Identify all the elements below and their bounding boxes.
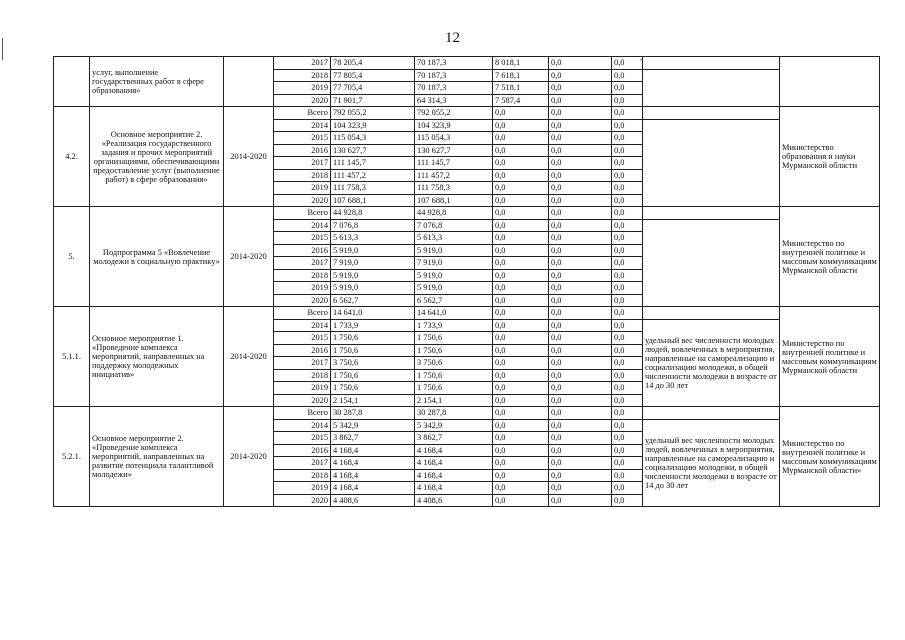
other-value: 0,0 xyxy=(612,419,643,432)
item-period xyxy=(224,57,274,107)
other-value: 0,0 xyxy=(612,169,643,182)
regional-value: 1 733,9 xyxy=(415,319,493,332)
local-value: 0,0 xyxy=(549,82,612,95)
year-cell: 2018 xyxy=(274,269,331,282)
item-number: 5.1.1. xyxy=(54,307,90,407)
executor-cell: Министерство образования и науки Мурманской области xyxy=(780,107,880,207)
federal-value: 0,0 xyxy=(493,457,549,470)
year-cell: 2017 xyxy=(274,57,331,70)
local-value: 0,0 xyxy=(549,119,612,132)
regional-value: 115 054,3 xyxy=(415,132,493,145)
total-value: 78 205,4 xyxy=(331,57,415,70)
federal-value: 0,0 xyxy=(493,194,549,207)
federal-value: 0,0 xyxy=(493,444,549,457)
year-cell: 2016 xyxy=(274,444,331,457)
regional-value: 111 457,2 xyxy=(415,169,493,182)
scan-margin-mark xyxy=(2,38,3,60)
federal-value: 0,0 xyxy=(493,182,549,195)
regional-value: 107 688,1 xyxy=(415,194,493,207)
year-cell: 2016 xyxy=(274,344,331,357)
other-value: 0,0 xyxy=(612,369,643,382)
regional-value: 130 627,7 xyxy=(415,144,493,157)
table-row xyxy=(54,57,880,70)
other-value: 0,0 xyxy=(612,457,643,470)
regional-value: 70 187,3 xyxy=(415,82,493,95)
other-value: 0,0 xyxy=(612,69,643,82)
indicator-cell: удельный вес численности молодых людей, вовлеченных в мероприятия, направленные на самореализацию и социализацию молодежи, в общей численности молодежи в возрасте от 14 до 30 лет xyxy=(643,319,780,407)
year-cell: 2018 xyxy=(274,369,331,382)
other-value: 0,0 xyxy=(612,182,643,195)
year-cell: 2018 xyxy=(274,169,331,182)
local-value: 0,0 xyxy=(549,444,612,457)
year-cell: Всего xyxy=(274,407,331,420)
local-value: 0,0 xyxy=(549,182,612,195)
year-cell: 2014 xyxy=(274,319,331,332)
local-value: 0,0 xyxy=(549,257,612,270)
federal-value: 0,0 xyxy=(493,169,549,182)
year-cell: 2019 xyxy=(274,282,331,295)
local-value: 0,0 xyxy=(549,432,612,445)
federal-value: 0,0 xyxy=(493,357,549,370)
item-period: 2014-2020 xyxy=(224,107,274,207)
federal-value: 0,0 xyxy=(493,132,549,145)
total-value: 71 901,7 xyxy=(331,94,415,107)
item-number: 5.2.1. xyxy=(54,407,90,507)
other-value: 0,0 xyxy=(612,307,643,320)
regional-value: 4 168,4 xyxy=(415,482,493,495)
year-cell: 2014 xyxy=(274,119,331,132)
year-cell: 2015 xyxy=(274,432,331,445)
regional-value: 44 928,8 xyxy=(415,207,493,220)
regional-value: 4 168,4 xyxy=(415,469,493,482)
year-cell: 2019 xyxy=(274,382,331,395)
year-cell: 2017 xyxy=(274,457,331,470)
regional-value: 7 919,0 xyxy=(415,257,493,270)
indicator-cell xyxy=(643,119,780,207)
other-value: 0,0 xyxy=(612,257,643,270)
federal-value: 0,0 xyxy=(493,307,549,320)
regional-value: 5 919,0 xyxy=(415,282,493,295)
total-value: 115 054,3 xyxy=(331,132,415,145)
federal-value: 0,0 xyxy=(493,294,549,307)
stray-mark: - xyxy=(640,54,643,64)
executor-cell: Министерство по внутренней политике и массовым коммуникациям Мурманской области xyxy=(780,207,880,307)
local-value: 0,0 xyxy=(549,319,612,332)
executor-cell: Министерство по внутренней политике и массовым коммуникациям Мурманской области» xyxy=(780,407,880,507)
total-value: 1 733,9 xyxy=(331,319,415,332)
other-value: 0,0 xyxy=(612,82,643,95)
local-value: 0,0 xyxy=(549,394,612,407)
year-cell: 2018 xyxy=(274,469,331,482)
local-value: 0,0 xyxy=(549,219,612,232)
total-value: 4 168,4 xyxy=(331,469,415,482)
federal-value: 0,0 xyxy=(493,344,549,357)
local-value: 0,0 xyxy=(549,132,612,145)
year-cell: 2020 xyxy=(274,294,331,307)
regional-value: 4 168,4 xyxy=(415,457,493,470)
regional-value: 14 641,0 xyxy=(415,307,493,320)
local-value: 0,0 xyxy=(549,169,612,182)
other-value: 0,0 xyxy=(612,207,643,220)
total-value: 792 055,2 xyxy=(331,107,415,120)
budget-table xyxy=(53,56,880,507)
regional-value: 6 562,7 xyxy=(415,294,493,307)
table-row xyxy=(54,107,880,120)
year-cell: 2018 xyxy=(274,69,331,82)
other-value: 0,0 xyxy=(612,319,643,332)
local-value: 0,0 xyxy=(549,494,612,507)
item-period: 2014-2020 xyxy=(224,407,274,507)
year-cell: 2017 xyxy=(274,357,331,370)
federal-value: 0,0 xyxy=(493,482,549,495)
indicator-cell xyxy=(643,69,780,107)
other-value: 0,0 xyxy=(612,232,643,245)
year-cell: Всего xyxy=(274,307,331,320)
total-value: 4 168,4 xyxy=(331,444,415,457)
local-value: 0,0 xyxy=(549,269,612,282)
executor-cell xyxy=(780,57,880,107)
local-value: 0,0 xyxy=(549,307,612,320)
year-cell: 2020 xyxy=(274,94,331,107)
other-value: 0,0 xyxy=(612,382,643,395)
local-value: 0,0 xyxy=(549,69,612,82)
federal-value: 0,0 xyxy=(493,107,549,120)
item-name: Основное мероприятие 2. «Реализация государственного задания и прочих мероприятий организациями, обеспечивающими предоставление услуг (выполнение работ) в сфере образования» xyxy=(90,107,224,207)
other-value: 0,0 xyxy=(612,294,643,307)
federal-value: 0,0 xyxy=(493,382,549,395)
table-row xyxy=(54,207,880,220)
local-value: 0,0 xyxy=(549,419,612,432)
local-value: 0,0 xyxy=(549,482,612,495)
total-value: 1 750,6 xyxy=(331,344,415,357)
year-cell: 2019 xyxy=(274,182,331,195)
other-value: 0,0 xyxy=(612,357,643,370)
other-value: 0,0 xyxy=(612,407,643,420)
regional-value: 4 168,4 xyxy=(415,444,493,457)
local-value: 0,0 xyxy=(549,369,612,382)
local-value: 0,0 xyxy=(549,344,612,357)
total-value: 30 287,8 xyxy=(331,407,415,420)
other-value: 0,0 xyxy=(612,144,643,157)
total-value: 3 750,6 xyxy=(331,357,415,370)
local-value: 0,0 xyxy=(549,57,612,70)
year-cell: 2020 xyxy=(274,494,331,507)
total-value: 1 750,6 xyxy=(331,369,415,382)
local-value: 0,0 xyxy=(549,107,612,120)
year-cell: 2015 xyxy=(274,232,331,245)
local-value: 0,0 xyxy=(549,469,612,482)
regional-value: 4 408,6 xyxy=(415,494,493,507)
total-value: 104 323,9 xyxy=(331,119,415,132)
local-value: 0,0 xyxy=(549,94,612,107)
regional-value: 70 187,3 xyxy=(415,57,493,70)
federal-value: 0,0 xyxy=(493,244,549,257)
year-cell: 2015 xyxy=(274,132,331,145)
other-value: 0,0 xyxy=(612,244,643,257)
total-value: 4 408,6 xyxy=(331,494,415,507)
regional-value: 5 919,0 xyxy=(415,269,493,282)
total-value: 5 613,3 xyxy=(331,232,415,245)
executor-cell: Министерство по внутренней политике и массовым коммуникациям Мурманской области xyxy=(780,307,880,407)
year-cell: 2020 xyxy=(274,194,331,207)
indicator-top-cell xyxy=(643,307,780,320)
indicator-cell: удельный вес численности молодых людей, вовлеченных в мероприятия, направленные на самореализацию и социализацию молодежи, в общей численности молодежи в возрасте от 14 до 30 лет xyxy=(643,419,780,507)
other-value: 0,0 xyxy=(612,344,643,357)
other-value: 0,0 xyxy=(612,469,643,482)
other-value: 0,0 xyxy=(612,332,643,345)
federal-value: 0,0 xyxy=(493,407,549,420)
federal-value: 0,0 xyxy=(493,257,549,270)
regional-value: 5 613,3 xyxy=(415,232,493,245)
total-value: 5 919,0 xyxy=(331,269,415,282)
local-value: 0,0 xyxy=(549,207,612,220)
regional-value: 30 287,8 xyxy=(415,407,493,420)
federal-value: 0,0 xyxy=(493,232,549,245)
total-value: 5 342,9 xyxy=(331,419,415,432)
total-value: 1 750,6 xyxy=(331,332,415,345)
local-value: 0,0 xyxy=(549,332,612,345)
other-value: 0,0 xyxy=(612,444,643,457)
local-value: 0,0 xyxy=(549,407,612,420)
local-value: 0,0 xyxy=(549,194,612,207)
year-cell: 2016 xyxy=(274,144,331,157)
federal-value: 0,0 xyxy=(493,269,549,282)
table-row xyxy=(54,407,880,420)
indicator-cell xyxy=(643,219,780,307)
federal-value: 0,0 xyxy=(493,494,549,507)
year-cell: 2017 xyxy=(274,257,331,270)
local-value: 0,0 xyxy=(549,382,612,395)
indicator-top-cell xyxy=(643,57,780,70)
federal-value: 8 018,1 xyxy=(493,57,549,70)
item-number xyxy=(54,57,90,107)
other-value: 0,0 xyxy=(612,269,643,282)
other-value: 0,0 xyxy=(612,194,643,207)
regional-value: 64 314,3 xyxy=(415,94,493,107)
other-value: 0,0 xyxy=(612,119,643,132)
total-value: 4 168,4 xyxy=(331,482,415,495)
item-name: Основное мероприятие 2. «Проведение комплекса мероприятий, направленных на развитие потенциала талантливой молодежи» xyxy=(90,407,224,507)
regional-value: 3 750,6 xyxy=(415,357,493,370)
year-cell: 2020 xyxy=(274,394,331,407)
regional-value: 1 750,6 xyxy=(415,332,493,345)
total-value: 1 750,6 xyxy=(331,382,415,395)
regional-value: 70 187,3 xyxy=(415,69,493,82)
year-cell: Всего xyxy=(274,107,331,120)
item-period: 2014-2020 xyxy=(224,307,274,407)
year-cell: 2014 xyxy=(274,419,331,432)
total-value: 5 919,0 xyxy=(331,282,415,295)
federal-value: 0,0 xyxy=(493,369,549,382)
local-value: 0,0 xyxy=(549,357,612,370)
federal-value: 0,0 xyxy=(493,119,549,132)
regional-value: 3 862,7 xyxy=(415,432,493,445)
regional-value: 7 076,8 xyxy=(415,219,493,232)
regional-value: 104 323,9 xyxy=(415,119,493,132)
federal-value: 0,0 xyxy=(493,432,549,445)
table-row xyxy=(54,307,880,320)
other-value: 0,0 xyxy=(612,107,643,120)
total-value: 4 168,4 xyxy=(331,457,415,470)
local-value: 0,0 xyxy=(549,244,612,257)
indicator-top-cell xyxy=(643,207,780,220)
year-cell: 2016 xyxy=(274,244,331,257)
total-value: 7 076,8 xyxy=(331,219,415,232)
total-value: 111 145,7 xyxy=(331,157,415,170)
regional-value: 5 342,9 xyxy=(415,419,493,432)
total-value: 77 705,4 xyxy=(331,82,415,95)
federal-value: 0,0 xyxy=(493,319,549,332)
other-value: 0,0 xyxy=(612,494,643,507)
other-value: 0,0 xyxy=(612,432,643,445)
other-value: 0,0 xyxy=(612,219,643,232)
total-value: 130 627,7 xyxy=(331,144,415,157)
total-value: 3 862,7 xyxy=(331,432,415,445)
regional-value: 1 750,6 xyxy=(415,369,493,382)
total-value: 111 457,2 xyxy=(331,169,415,182)
regional-value: 111 145,7 xyxy=(415,157,493,170)
year-cell: 2017 xyxy=(274,157,331,170)
federal-value: 0,0 xyxy=(493,144,549,157)
total-value: 107 688,1 xyxy=(331,194,415,207)
federal-value: 7 618,1 xyxy=(493,69,549,82)
page-number: 12 xyxy=(445,30,460,46)
year-cell: 2015 xyxy=(274,332,331,345)
year-cell: Всего xyxy=(274,207,331,220)
regional-value: 792 055,2 xyxy=(415,107,493,120)
year-cell: 2019 xyxy=(274,82,331,95)
regional-value: 1 750,6 xyxy=(415,382,493,395)
federal-value: 0,0 xyxy=(493,282,549,295)
federal-value: 0,0 xyxy=(493,157,549,170)
regional-value: 2 154,1 xyxy=(415,394,493,407)
item-name: Основное мероприятие 1. «Проведение комплекса мероприятий, направленных на поддержку молодежных инициатив» xyxy=(90,307,224,407)
total-value: 7 919,0 xyxy=(331,257,415,270)
year-cell: 2019 xyxy=(274,482,331,495)
regional-value: 1 750,6 xyxy=(415,344,493,357)
total-value: 6 562,7 xyxy=(331,294,415,307)
local-value: 0,0 xyxy=(549,282,612,295)
regional-value: 5 919,0 xyxy=(415,244,493,257)
other-value: 0,0 xyxy=(612,282,643,295)
total-value: 44 928,8 xyxy=(331,207,415,220)
indicator-top-cell xyxy=(643,107,780,120)
item-period: 2014-2020 xyxy=(224,207,274,307)
other-value: 0,0 xyxy=(612,157,643,170)
year-cell: 2014 xyxy=(274,219,331,232)
other-value: 0,0 xyxy=(612,394,643,407)
item-number: 5. xyxy=(54,207,90,307)
federal-value: 0,0 xyxy=(493,219,549,232)
total-value: 14 641,0 xyxy=(331,307,415,320)
federal-value: 7 587,4 xyxy=(493,94,549,107)
other-value: 0,0 xyxy=(612,94,643,107)
local-value: 0,0 xyxy=(549,294,612,307)
other-value: 0,0 xyxy=(612,482,643,495)
federal-value: 7 518,1 xyxy=(493,82,549,95)
local-value: 0,0 xyxy=(549,232,612,245)
federal-value: 0,0 xyxy=(493,469,549,482)
federal-value: 0,0 xyxy=(493,394,549,407)
total-value: 2 154,1 xyxy=(331,394,415,407)
other-value: 0,0 xyxy=(612,132,643,145)
local-value: 0,0 xyxy=(549,157,612,170)
federal-value: 0,0 xyxy=(493,419,549,432)
total-value: 77 805,4 xyxy=(331,69,415,82)
item-name: Подпрограмма 5 «Вовлечение молодежи в социальную практику» xyxy=(90,207,224,307)
federal-value: 0,0 xyxy=(493,332,549,345)
indicator-top-cell xyxy=(643,407,780,420)
item-number: 4.2. xyxy=(54,107,90,207)
other-value: 0,0 xyxy=(612,57,643,70)
local-value: 0,0 xyxy=(549,144,612,157)
regional-value: 111 758,3 xyxy=(415,182,493,195)
federal-value: 0,0 xyxy=(493,207,549,220)
total-value: 5 919,0 xyxy=(331,244,415,257)
item-name: услуг, выполнение государственных работ в сфере образования» xyxy=(90,57,224,107)
local-value: 0,0 xyxy=(549,457,612,470)
total-value: 111 758,3 xyxy=(331,182,415,195)
